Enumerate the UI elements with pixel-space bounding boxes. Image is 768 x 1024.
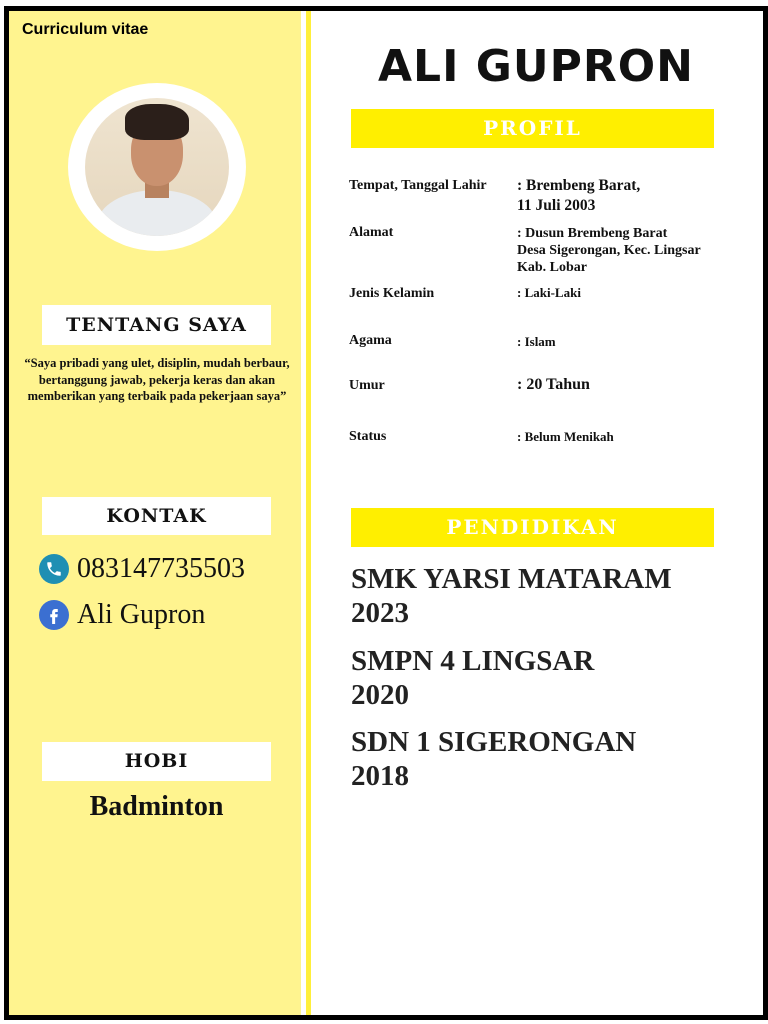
school-name: SDN 1 SIGERONGAN <box>351 726 637 758</box>
profile-heading: PROFIL <box>351 109 714 148</box>
cv-page <box>4 6 768 1020</box>
label-birth: Tempat, Tanggal Lahir <box>349 178 487 193</box>
education-item <box>351 562 751 630</box>
label-age: Umur <box>349 378 385 393</box>
value-birth: : Brembeng Barat, 11 Juli 2003 <box>517 177 641 214</box>
label-address: Alamat <box>349 225 394 240</box>
profile-photo <box>85 98 229 236</box>
school-year: 2023 <box>351 597 409 629</box>
document-label: Curriculum vitae <box>22 21 149 38</box>
school-year: 2020 <box>351 679 409 711</box>
label-status: Status <box>349 429 387 444</box>
school-year: 2018 <box>351 760 409 792</box>
profile-photo-frame <box>68 83 246 251</box>
sidebar <box>9 11 301 1015</box>
education-heading: PENDIDIKAN <box>351 508 714 547</box>
hobby-value: Badminton <box>89 791 224 822</box>
contact-heading: KONTAK <box>42 497 271 535</box>
phone-number: 083147735503 <box>77 553 245 584</box>
about-text: “Saya pribadi yang ulet, disiplin, mudah berbaur, bertanggung jawab, pekerja keras dan akan memberikan yang terbaik pada pekerjaan saya” <box>24 356 290 403</box>
facebook-icon <box>39 600 69 630</box>
phone-icon <box>39 554 69 584</box>
education-item <box>351 644 751 712</box>
about-heading: TENTANG SAYA <box>42 305 271 345</box>
full-name: ALI GUPRON <box>378 41 694 92</box>
value-religion: : Islam <box>517 334 556 349</box>
education-item <box>351 725 751 793</box>
column-divider <box>306 11 311 1015</box>
contact-facebook <box>39 599 205 631</box>
value-age: : 20 Tahun <box>517 376 590 393</box>
value-gender: : Laki-Laki <box>517 285 581 300</box>
facebook-name: Ali Gupron <box>77 599 206 630</box>
value-address: : Dusun Brembeng Barat Desa Sigerongan, Kec. Lingsar Kab. Lobar <box>517 226 701 275</box>
value-status: : Belum Menikah <box>517 429 614 444</box>
label-religion: Agama <box>349 333 392 348</box>
school-name: SMPN 4 LINGSAR <box>351 645 595 677</box>
school-name: SMK YARSI MATARAM <box>351 563 672 595</box>
hobby-heading: HOBI <box>42 742 271 781</box>
label-gender: Jenis Kelamin <box>349 286 435 301</box>
contact-phone <box>39 553 245 585</box>
